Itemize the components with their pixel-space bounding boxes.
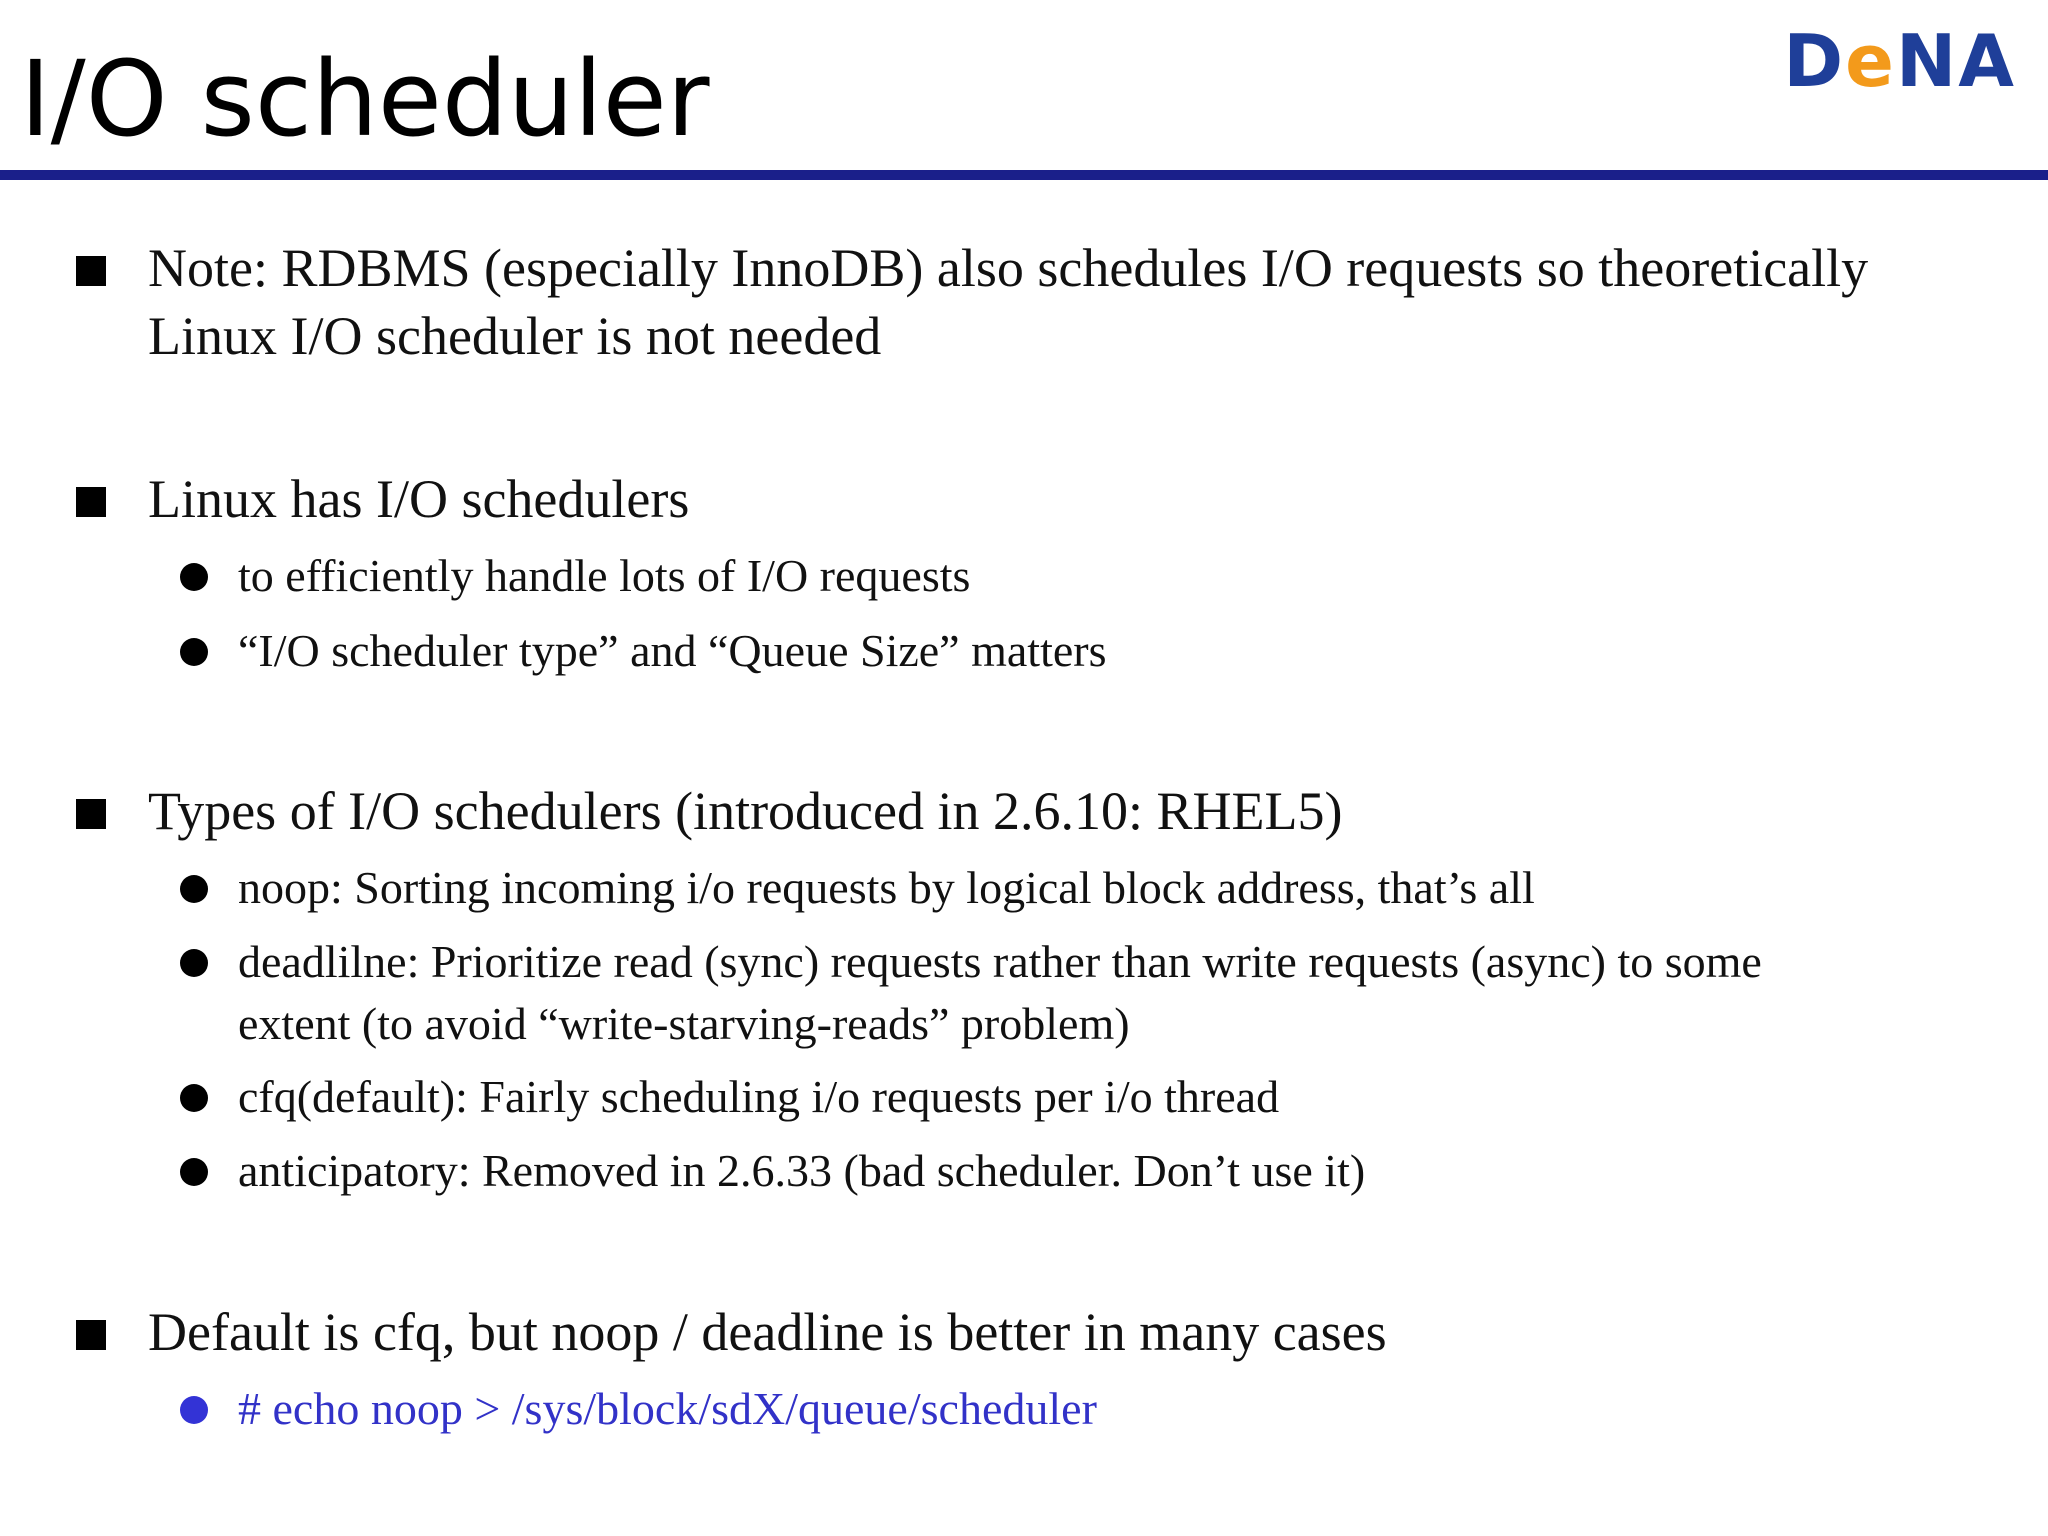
- bullet-note-line2: Linux I/O scheduler is not needed: [148, 306, 882, 366]
- bullet-note: [148, 234, 2008, 370]
- round-bullet-icon: [180, 1158, 208, 1186]
- sub-bullet-noop-text: noop: Sorting incoming i/o requests by logical block address, that’s all: [238, 862, 1535, 913]
- sub-bullet-anticipatory-text: anticipatory: Removed in 2.6.33 (bad scheduler. Don’t use it): [238, 1145, 1366, 1196]
- bullet-note-line1: Note: RDBMS (especially InnoDB) also schedules I/O requests so theoretically: [148, 238, 1869, 298]
- round-bullet-icon: [180, 563, 208, 591]
- bullet-linux-schedulers: [148, 465, 2008, 533]
- sub-bullet-noop: [238, 857, 2008, 919]
- round-bullet-icon: [180, 949, 208, 977]
- bullet-linux-schedulers-text: Linux has I/O schedulers: [148, 469, 690, 529]
- sub-bullet-echo-command: [238, 1378, 2008, 1440]
- sub-bullet-anticipatory: [238, 1140, 2008, 1202]
- sub-bullet-type-queue: [238, 620, 2008, 682]
- bullet-default-text: Default is cfq, but noop / deadline is better in many cases: [148, 1302, 1387, 1362]
- sub-bullet-type-queue-text: “I/O scheduler type” and “Queue Size” matters: [238, 625, 1107, 676]
- sub-bullet-efficient: [238, 545, 2008, 607]
- square-bullet-icon: [76, 256, 106, 286]
- square-bullet-icon: [76, 1320, 106, 1350]
- sub-bullet-cfq: [238, 1066, 2008, 1128]
- sub-bullet-deadline-line1: deadlilne: Prioritize read (sync) requests rather than write requests (async) to some: [238, 936, 1762, 987]
- sub-bullet-efficient-text: to efficiently handle lots of I/O requests: [238, 550, 971, 601]
- echo-command-text: # echo noop > /sys/block/sdX/queue/scheduler: [238, 1383, 1097, 1434]
- round-bullet-icon: [180, 638, 208, 666]
- sub-bullet-deadline: [238, 931, 2008, 1055]
- bullet-types-text: Types of I/O schedulers (introduced in 2.6.10: RHEL5): [148, 781, 1343, 841]
- slide-title: I/O scheduler: [20, 38, 710, 160]
- round-bullet-icon: [180, 875, 208, 903]
- bullet-types: [148, 777, 2008, 845]
- sub-bullet-cfq-text: cfq(default): Fairly scheduling i/o requests per i/o thread: [238, 1071, 1280, 1122]
- square-bullet-icon: [76, 799, 106, 829]
- bullet-default: [148, 1298, 2008, 1366]
- round-bullet-icon: [180, 1396, 208, 1424]
- round-bullet-icon: [180, 1084, 208, 1112]
- square-bullet-icon: [76, 487, 106, 517]
- sub-bullet-deadline-line2: extent (to avoid “write-starving-reads” problem): [238, 998, 1130, 1049]
- dena-logo: DeNA: [1783, 19, 2016, 103]
